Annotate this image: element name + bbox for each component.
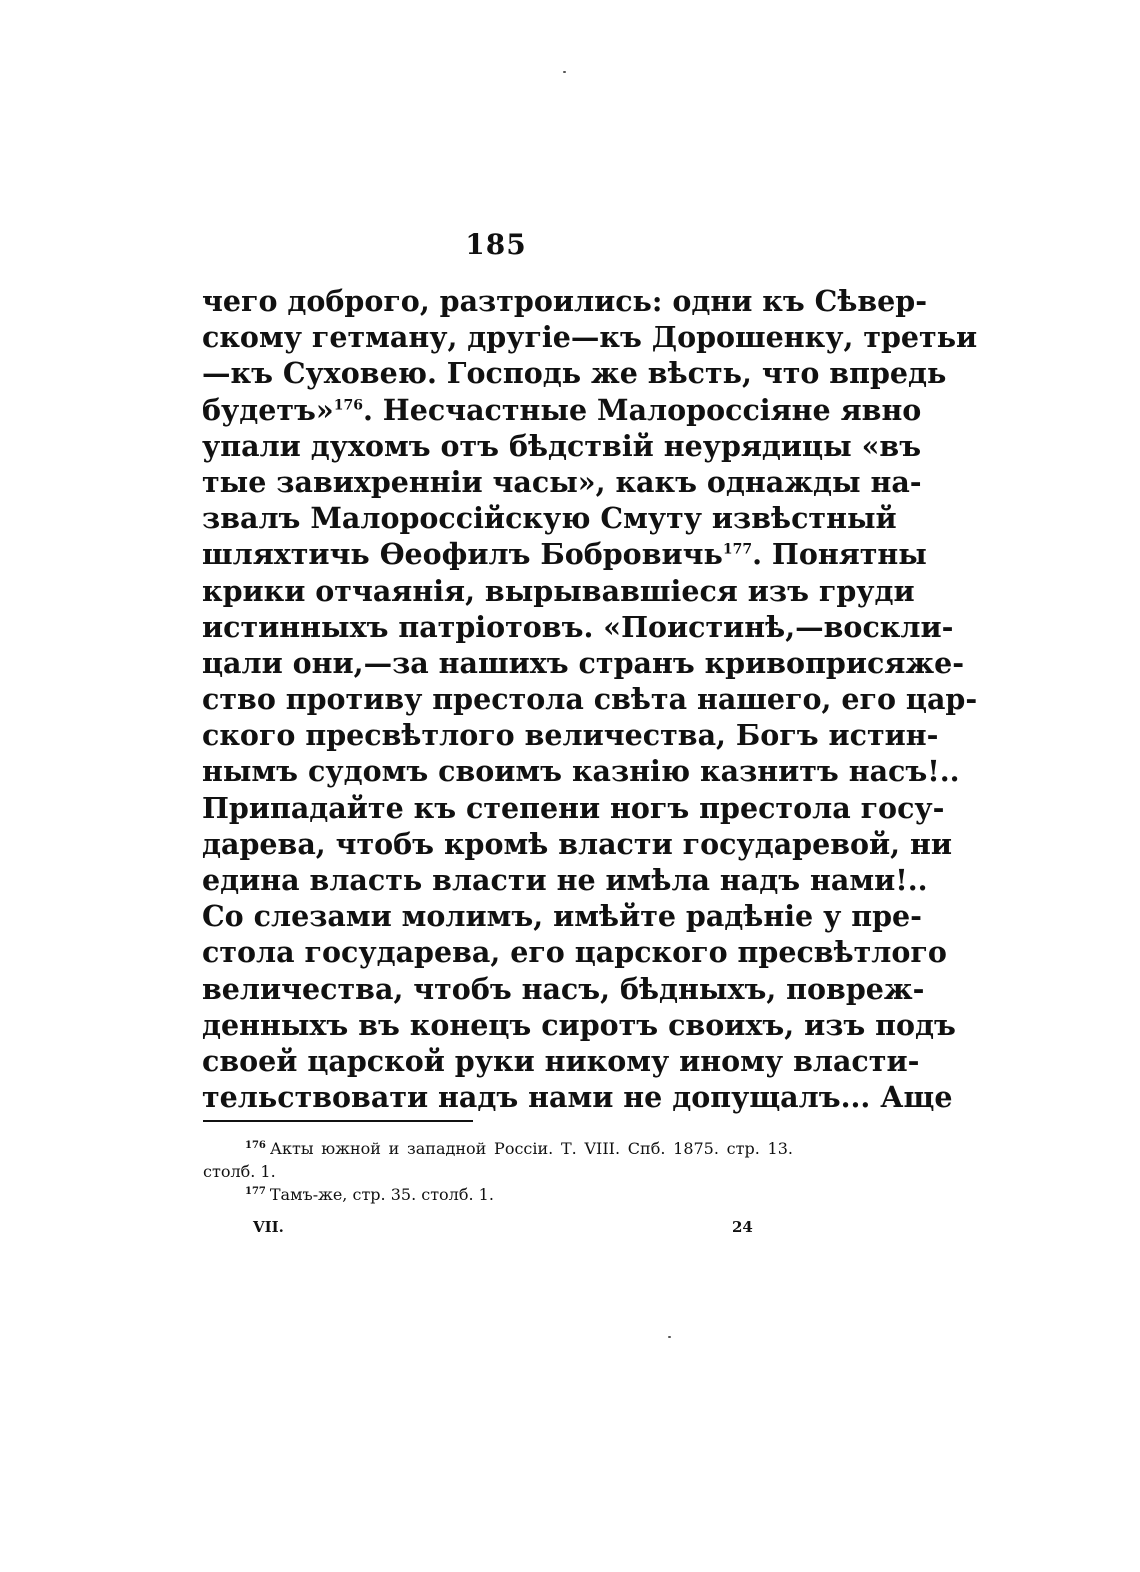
footnote-ref: 177 — [722, 541, 753, 558]
text-line: будетъ»$^{176}$. Несчастные Малороссіяне явно — [202, 392, 922, 427]
footnote-177 — [203, 1183, 793, 1206]
text-line: цали они,—за нашихъ странъ кривоприсяже- — [202, 645, 965, 680]
sheet-number: 24 — [732, 1218, 753, 1236]
text-line: истинныхъ патріотовъ. «Поистинѣ,—воскли- — [202, 609, 954, 644]
text-line: ство противу престола свѣта нашего, его цар- — [202, 682, 978, 717]
body-text — [202, 283, 978, 1115]
footnote-number: 176 — [245, 1139, 266, 1151]
text-line: звалъ Малороссійскую Смуту извѣстный — [202, 501, 897, 536]
text-line: тельствовати надъ нами не допущалъ... Аще — [202, 1080, 953, 1115]
text-line: дарева, чтобъ кромѣ власти государевой, ни — [202, 826, 953, 861]
text-line: своей царской руки никому иному власти- — [202, 1043, 920, 1078]
text-line: нымъ судомъ своимъ казнію казнитъ насъ!.. — [202, 754, 960, 789]
footnote-number: 177 — [245, 1185, 266, 1197]
text-line: величества, чтобъ насъ, бѣдныхъ, повреж- — [202, 971, 925, 1006]
footnote-text: Акты южной и западной Россіи. Т. VIII. Спб. 1875. стр. 13. — [269, 1139, 793, 1158]
ink-speck — [563, 71, 566, 73]
text-line: Со слезами молимъ, имѣйте радѣніе у пре- — [202, 899, 923, 934]
footnotes — [203, 1137, 793, 1206]
ink-speck — [668, 1336, 671, 1338]
text-line: крики отчаянія, вырывавшіеся изъ груди — [202, 573, 915, 608]
footnote-rule — [203, 1120, 473, 1122]
footnote-ref: 176 — [333, 397, 363, 414]
text-line: чего доброго, разтроились: одни къ Сѣвер- — [202, 284, 928, 318]
text-line: тые завихренніи часы», какъ однажды на- — [202, 464, 922, 499]
text-line: шляхтичь Ѳеофилъ Бобровичь$^{177}$. Понятны — [202, 537, 927, 572]
text-line: Припадайте къ степени ногъ престола госу- — [202, 790, 945, 825]
text-line: —къ Суховею. Господь же вѣсть, что впредь — [202, 356, 947, 391]
text-line: стола государева, его царского пресвѣтлого — [202, 935, 947, 970]
footnote-text: Тамъ-же, стр. 35. столб. 1. — [269, 1185, 494, 1204]
text-line: скому гетману, другіе—къ Дорошенку, третьи — [202, 320, 978, 355]
text-line: едина власть власти не имѣла надъ нами!.. — [202, 863, 928, 897]
footnote-176 — [203, 1137, 793, 1160]
text-line: денныхъ въ конецъ сиротъ своихъ, изъ подъ — [202, 1007, 956, 1042]
text-line: ского пресвѣтлого величества, Богъ истин- — [202, 718, 939, 753]
page-number: 185 — [465, 228, 527, 261]
text-line: упали духомъ отъ бѣдствій неурядицы «въ — [202, 428, 922, 463]
signature-mark: VII. — [253, 1218, 284, 1236]
footnote-176-continuation: столб. 1. — [203, 1162, 276, 1181]
